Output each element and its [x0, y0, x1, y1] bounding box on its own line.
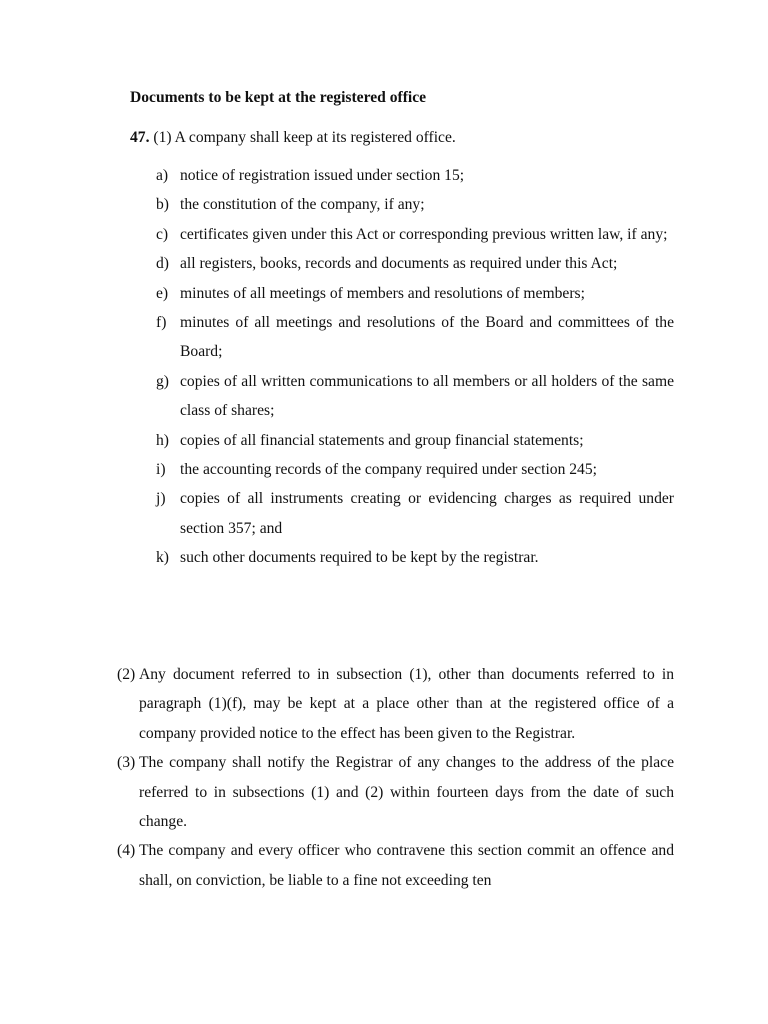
section-number: 47. — [130, 129, 150, 146]
list-item — [156, 190, 674, 219]
list-item-text: notice of registration issued under section 15; — [180, 167, 465, 184]
subsection-text: The company shall notify the Registrar of any changes to the address of the place referred to in subsections (1) and (2) within fourteen days from the date of such change. — [139, 754, 674, 831]
subsection — [117, 836, 674, 895]
subsection-marker: (4) — [117, 842, 136, 860]
list-item-text: such other documents required to be kept by the registrar. — [180, 549, 539, 567]
list-marker: e) — [156, 284, 169, 302]
subsection-text: The company and every officer who contravene this section commit an offence and shall, on conviction, be liable to a fine not exceeding ten — [139, 842, 674, 889]
list-item-text: copies of all written communications to all members or all holders of the same class of shares; — [180, 372, 674, 420]
list-item — [156, 161, 674, 190]
list-marker: k) — [156, 549, 169, 567]
subsection-text: Any document referred to in subsection (1), other than documents referred to in paragraph (1)(f), may be kept at a place other than at the registered office of a company provided notice to the effect has been given to the Registrar. — [139, 666, 674, 742]
list-item-text: minutes of all meetings of members and resolutions of members; — [180, 284, 585, 302]
list-item-text: the accounting records of the company required under section 245; — [180, 461, 597, 479]
subsection — [117, 748, 674, 836]
list-item-text: the constitution of the company, if any; — [180, 196, 425, 214]
list-marker: i) — [156, 461, 166, 479]
section-intro — [130, 123, 456, 152]
section-intro-text: (1) A company shall keep at its registered office. — [149, 129, 456, 146]
list-item — [156, 279, 674, 308]
subsection-marker: (2) — [117, 666, 136, 683]
list-marker: f) — [156, 314, 167, 332]
list-item — [156, 367, 674, 426]
list-marker: a) — [156, 167, 169, 184]
list-item-text: minutes of all meetings and resolutions of the Board and committees of the Board; — [180, 314, 674, 361]
list-marker: h) — [156, 431, 169, 449]
list-item — [156, 220, 674, 249]
list-item — [156, 426, 674, 455]
list-marker: d) — [156, 255, 169, 273]
list-item-text: copies of all financial statements and group financial statements; — [180, 431, 584, 449]
list-item — [156, 308, 674, 367]
subsections — [117, 660, 674, 895]
list-item — [156, 484, 674, 543]
list-marker: j) — [156, 490, 166, 508]
list-item — [156, 249, 674, 278]
list-item-text: copies of all instruments creating or evidencing charges as required under section 357; and — [180, 490, 674, 537]
subsection-marker: (3) — [117, 754, 136, 772]
list-item-text: certificates given under this Act or corresponding previous written law, if any; — [180, 225, 668, 243]
subsection — [117, 660, 674, 748]
list-item — [156, 543, 674, 572]
list-item — [156, 455, 674, 484]
section-heading: Documents to be kept at the registered office — [130, 89, 427, 106]
list-marker: g) — [156, 372, 169, 390]
documents-list — [156, 161, 674, 573]
list-item-text: all registers, books, records and documents as required under this Act; — [180, 255, 618, 273]
list-marker: c) — [156, 225, 169, 243]
list-marker: b) — [156, 196, 169, 214]
